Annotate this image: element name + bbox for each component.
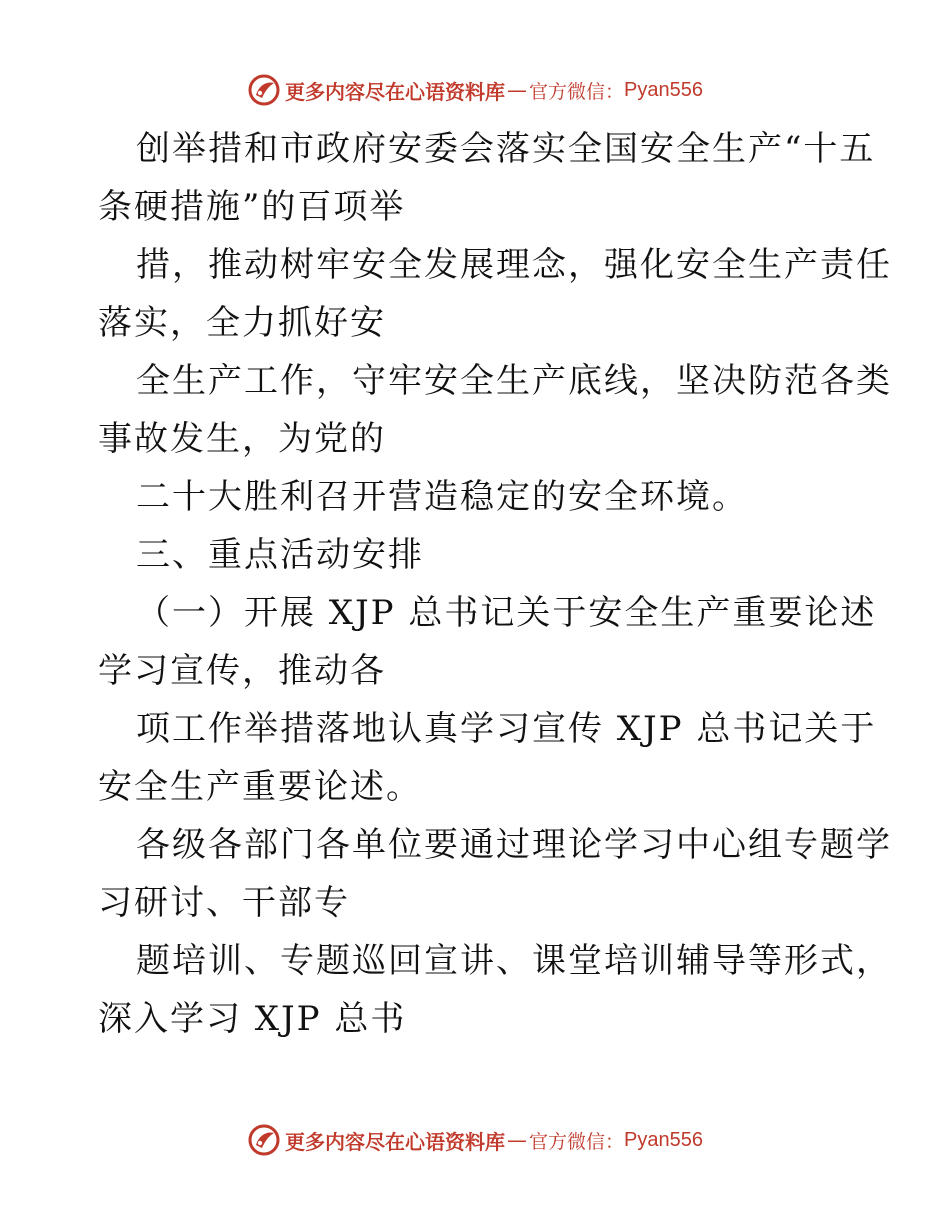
text-line: 二十大胜利召开营造稳定的安全环境。 (136, 477, 748, 517)
banner-slogan: 更多内容尽在心语资料库 (285, 1129, 505, 1154)
text-line: 落实，全力抓好安 (98, 303, 386, 343)
banner-wechat-id: Pyan556 (624, 78, 703, 101)
section-heading: 三、重点活动安排 (136, 535, 424, 575)
banner-slogan: 更多内容尽在心语资料库 (285, 79, 505, 104)
text-line: 创举措和市政府安委会落实全国安全生产“十五 (136, 129, 876, 169)
text-line: 各级各部门各单位要通过理论学习中心组专题学 (136, 825, 892, 865)
logo-icon (247, 1123, 281, 1157)
text-line: 安全生产重要论述。 (98, 767, 422, 807)
banner-separator: — (507, 78, 527, 102)
text-line: 项工作举措落地认真学习宣传 XJP 总书记关于 (136, 709, 877, 749)
logo-icon (247, 73, 281, 107)
text-line: 学习宣传，推动各 (98, 651, 386, 691)
text-line: 全生产工作，守牢安全生产底线，坚决防范各类 (136, 361, 892, 401)
text-line: 习研讨、干部专 (98, 883, 350, 923)
banner-wechat-label: 官方微信： (529, 80, 625, 103)
text-line: 事故发生，为党的 (98, 419, 386, 459)
banner-wechat-label: 官方微信： (529, 1130, 625, 1153)
footer-banner (0, 1120, 950, 1160)
text-line: 措，推动树牢安全发展理念，强化安全生产责任 (136, 245, 892, 285)
banner-separator: — (507, 1128, 527, 1152)
banner-wechat-id: Pyan556 (624, 1128, 703, 1151)
subsection-heading: （一）开展 XJP 总书记关于安全生产重要论述 (136, 593, 877, 633)
text-line: 深入学习 XJP 总书 (98, 999, 407, 1039)
document-body (98, 120, 892, 1048)
header-banner (0, 70, 950, 110)
text-line: 题培训、专题巡回宣讲、课堂培训辅导等形式， (136, 941, 892, 981)
text-line: 条硬措施”的百项举 (98, 187, 406, 227)
